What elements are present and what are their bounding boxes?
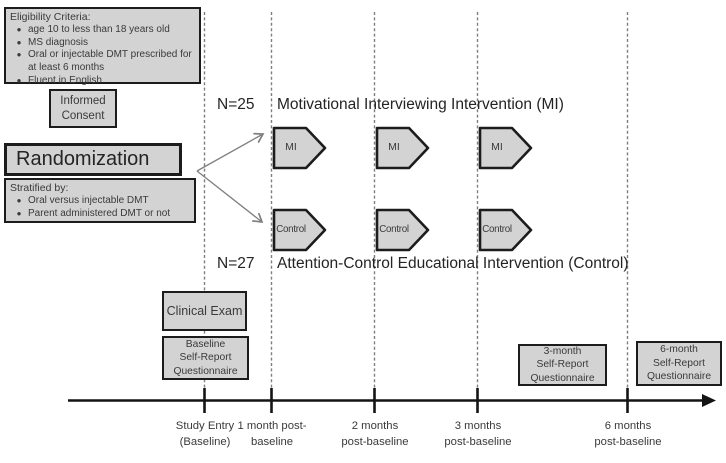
three-month-questionnaire-box — [518, 344, 607, 386]
timeline-label-line: 3 months — [454, 420, 502, 432]
timeline-label-line: post-baseline — [594, 435, 662, 448]
timeline-label-3-months — [428, 419, 528, 451]
baseline-questionnaire-line: Self-Report — [179, 352, 232, 364]
bullet-icon: ● — [16, 50, 22, 60]
informed-consent-line: Consent — [61, 109, 105, 122]
timeline-label-line: (Baseline) — [179, 435, 231, 448]
bullet-icon: ● — [16, 196, 22, 206]
mi-chevron-label: MI — [388, 141, 400, 153]
informed-consent-line: Informed — [60, 94, 106, 107]
timeline-label-line: post-baseline — [444, 435, 512, 448]
bullet-icon: ● — [16, 25, 22, 35]
mi-arm-title: Motivational Interviewing Intervention (MI) — [277, 96, 564, 113]
randomization-label: Randomization — [16, 148, 150, 170]
stratified-item: ● Oral versus injectable DMT — [10, 195, 190, 208]
three-month-questionnaire-line: Self-Report — [536, 359, 589, 371]
timeline-label-line: baseline — [250, 435, 294, 448]
three-month-questionnaire-line: Questionnaire — [530, 372, 595, 384]
randomization-box — [4, 143, 182, 176]
baseline-questionnaire-line: Baseline — [185, 338, 226, 350]
stratified-item: ● Parent administered DMT or not — [10, 208, 190, 221]
eligibility-criteria-box — [4, 7, 201, 84]
eligibility-item: ● Fluent in English — [10, 75, 195, 88]
mi-chevron-label: MI — [491, 141, 503, 153]
bullet-icon: ● — [16, 75, 22, 85]
randomization-arrows — [197, 134, 263, 222]
eligibility-item: ● MS diagnosis — [10, 37, 195, 50]
bullet-icon: ● — [16, 37, 22, 47]
stratified-by-box — [4, 178, 196, 223]
bullet-icon: ● — [16, 208, 22, 218]
timeline-label-line: 2 months — [351, 420, 399, 432]
control-chevron-label: Control — [276, 223, 306, 235]
control-arm-title: Attention-Control Educational Intervention (Control) — [277, 255, 629, 272]
control-session-chevron-1 — [272, 208, 328, 252]
timeline-label-1-month — [222, 419, 322, 451]
baseline-questionnaire-box — [162, 336, 249, 380]
timeline-label-6-months — [578, 419, 678, 451]
control-sample-size: N=27 — [217, 255, 255, 272]
mi-arm-title-row — [217, 96, 564, 114]
clinical-exam-label: Clinical Exam — [166, 304, 243, 318]
timeline-label-line: 1 month post- — [237, 420, 307, 432]
mi-session-chevron-3 — [478, 126, 534, 170]
timeline-arrowhead — [702, 394, 716, 407]
six-month-questionnaire-line: Self-Report — [652, 357, 706, 369]
timeline-axis — [68, 388, 716, 413]
six-month-questionnaire-line: 6-month — [660, 344, 698, 356]
informed-consent-box — [49, 89, 117, 128]
stratified-title: Stratified by: — [10, 182, 69, 194]
dashed-timepoint-lines — [205, 12, 628, 399]
baseline-questionnaire-line: Questionnaire — [173, 365, 238, 377]
control-arm-title-row — [217, 255, 629, 273]
control-session-chevron-2 — [375, 208, 431, 252]
mi-session-chevron-2 — [375, 126, 431, 170]
timeline-label-line: 6 months — [604, 420, 652, 432]
eligibility-item: ● age 10 to less than 18 years old — [10, 24, 195, 37]
eligibility-item: ● Oral or injectable DMT prescribed for at least 6 months — [10, 49, 195, 74]
control-session-chevron-3 — [478, 208, 534, 252]
timeline-label-2-months — [325, 419, 425, 451]
mi-sample-size: N=25 — [217, 96, 255, 113]
mi-session-chevron-1 — [272, 126, 328, 170]
six-month-questionnaire-box — [636, 341, 722, 386]
timeline-label-line: Study Entry — [175, 420, 235, 432]
clinical-exam-box — [162, 291, 247, 331]
control-chevron-label: Control — [482, 223, 512, 235]
three-month-questionnaire-line: 3-month — [543, 345, 582, 357]
six-month-questionnaire-line: Questionnaire — [646, 371, 712, 383]
timeline-label-line: post-baseline — [341, 435, 409, 448]
control-chevron-label: Control — [379, 223, 409, 235]
mi-chevron-label: MI — [285, 141, 297, 153]
eligibility-title: Eligibility Criteria: — [10, 11, 91, 23]
